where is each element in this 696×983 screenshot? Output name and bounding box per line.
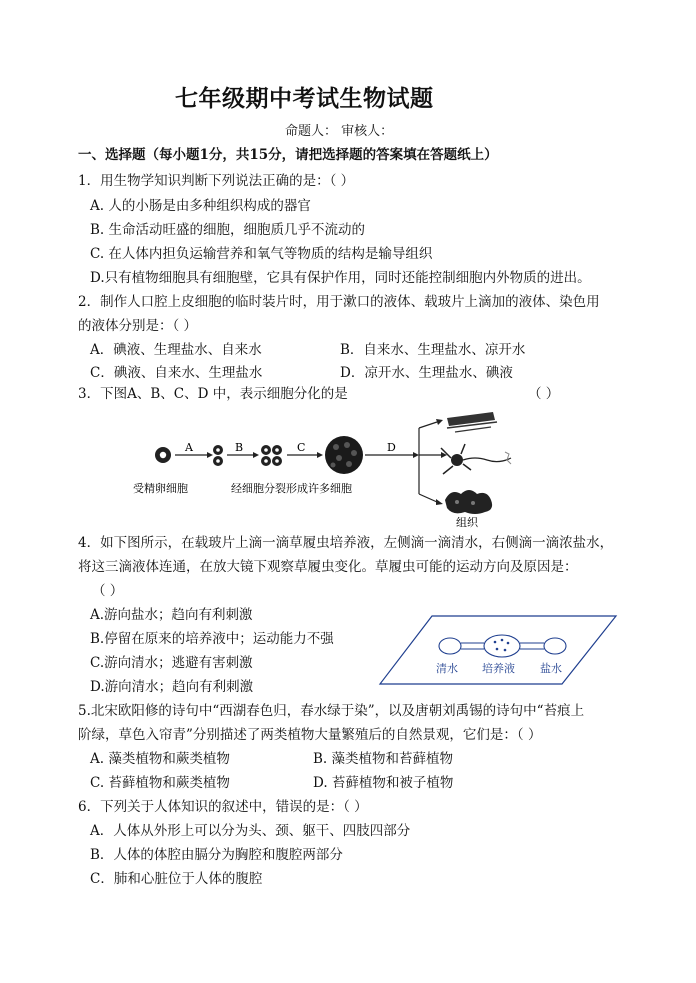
answer-parenthesis: （ ）	[528, 386, 560, 402]
arrow-d	[365, 441, 419, 458]
question-stem-continued: 阶绿，草色入帘青”分别描述了两类植物大量繁殖后的自然景观，它们是：（ ）	[78, 727, 542, 743]
question-stem: 4．如下图所示，在载玻片上滴一滴草履虫培养液，左侧滴一滴清水，右侧滴一滴浓盐水，	[78, 535, 614, 551]
option-b: B. 藻类植物和苔藓植物	[313, 751, 454, 767]
option-a: A．人体从外形上可以分为头、颈、躯干、四肢四部分	[90, 823, 411, 839]
option-d: D. 苔藓植物和被子植物	[313, 775, 454, 791]
epithelial-tissue	[445, 490, 492, 514]
question-stem-continued: 的液体分别是：（ ）	[78, 318, 198, 334]
two-cell-stage	[213, 445, 223, 466]
arrow-b	[227, 441, 259, 458]
paramecium-slide-figure	[378, 612, 618, 688]
section-heading: 一、选择题（每小题1分，共15分，请把选择题的答案填在答题纸上）	[78, 147, 498, 163]
label-d: D	[387, 441, 396, 454]
option-c: C. 在人体内担负运输营养和氧气等物质的结构是输导组织	[90, 246, 433, 262]
question-stem: 3．下图A、B、C、D 中，表示细胞分化的是	[78, 386, 348, 402]
muscle-tissue	[447, 412, 497, 432]
option-a: A．碘液、生理盐水、自来水	[90, 342, 262, 358]
page-title: 七年级期中考试生物试题	[175, 85, 434, 112]
option-c: C. 苔藓植物和蕨类植物	[90, 775, 230, 791]
option-c: C.游向清水；逃避有害刺激	[90, 655, 253, 671]
label-b: B	[235, 441, 244, 454]
question-stem-continued: 将这三滴液体连通，在放大镜下观察草履虫变化。草履虫可能的运动方向及原因是：	[78, 559, 578, 575]
tissue-label: 组织	[456, 516, 478, 529]
option-a: A. 人的小肠是由多种组织构成的器官	[90, 198, 311, 214]
option-d: D.只有植物细胞具有细胞壁，它具有保护作用，同时还能控制细胞内外物质的进出。	[90, 270, 591, 286]
nerve-cell	[441, 444, 511, 474]
option-c: C．碘液、自来水、生理盐水	[90, 365, 263, 381]
cell-differentiation-figure	[125, 408, 525, 530]
fertilized-egg-cell	[155, 447, 171, 463]
cell-mass	[325, 436, 363, 474]
question-stem: 5.北宋欧阳修的诗句中“西湖春色归，春水绿于染”，以及唐朝刘禹锡的诗句中“苔痕上	[78, 703, 585, 719]
water-label: 清水	[436, 662, 458, 675]
option-c: C．肺和心脏位于人体的腹腔	[90, 871, 263, 887]
option-b: B．自来水、生理盐水、凉开水	[340, 342, 526, 358]
label-a: A	[185, 441, 193, 454]
branch-bracket	[419, 419, 447, 505]
arrow-c	[287, 441, 323, 458]
fertilized-egg-label: 受精卵细胞	[133, 482, 188, 495]
option-a: A.游向盐水；趋向有利刺激	[90, 607, 253, 623]
label-c: C	[297, 441, 306, 454]
question-stem: 1．用生物学知识判断下列说法正确的是：（ ）	[78, 173, 355, 189]
option-b: B.停留在原来的培养液中；运动能力不强	[90, 631, 334, 647]
arrow-a	[175, 441, 213, 458]
option-b: B．人体的体腔由膈分为胸腔和腹腔两部分	[90, 847, 343, 863]
culture-label: 培养液	[482, 662, 515, 675]
answer-parenthesis: （ ）	[92, 583, 124, 599]
question-stem: 6．下列关于人体知识的叙述中，错误的是：（ ）	[78, 799, 368, 815]
division-caption: 经细胞分裂形成许多细胞	[231, 482, 352, 495]
option-b: B. 生命活动旺盛的细胞，细胞质几乎不流动的	[90, 222, 366, 238]
salt-label: 盐水	[540, 662, 562, 675]
connected-drops	[439, 635, 566, 657]
option-d: D.游向清水；趋向有利刺激	[90, 679, 254, 695]
author-line: 命题人： 审核人：	[285, 124, 394, 139]
question-stem: 2．制作人口腔上皮细胞的临时装片时，用于漱口的液体、载玻片上滴加的液体、染色用	[78, 294, 600, 310]
option-d: D．凉开水、生理盐水、碘液	[340, 365, 513, 381]
four-cell-stage	[261, 445, 282, 466]
option-a: A. 藻类植物和蕨类植物	[90, 751, 230, 767]
